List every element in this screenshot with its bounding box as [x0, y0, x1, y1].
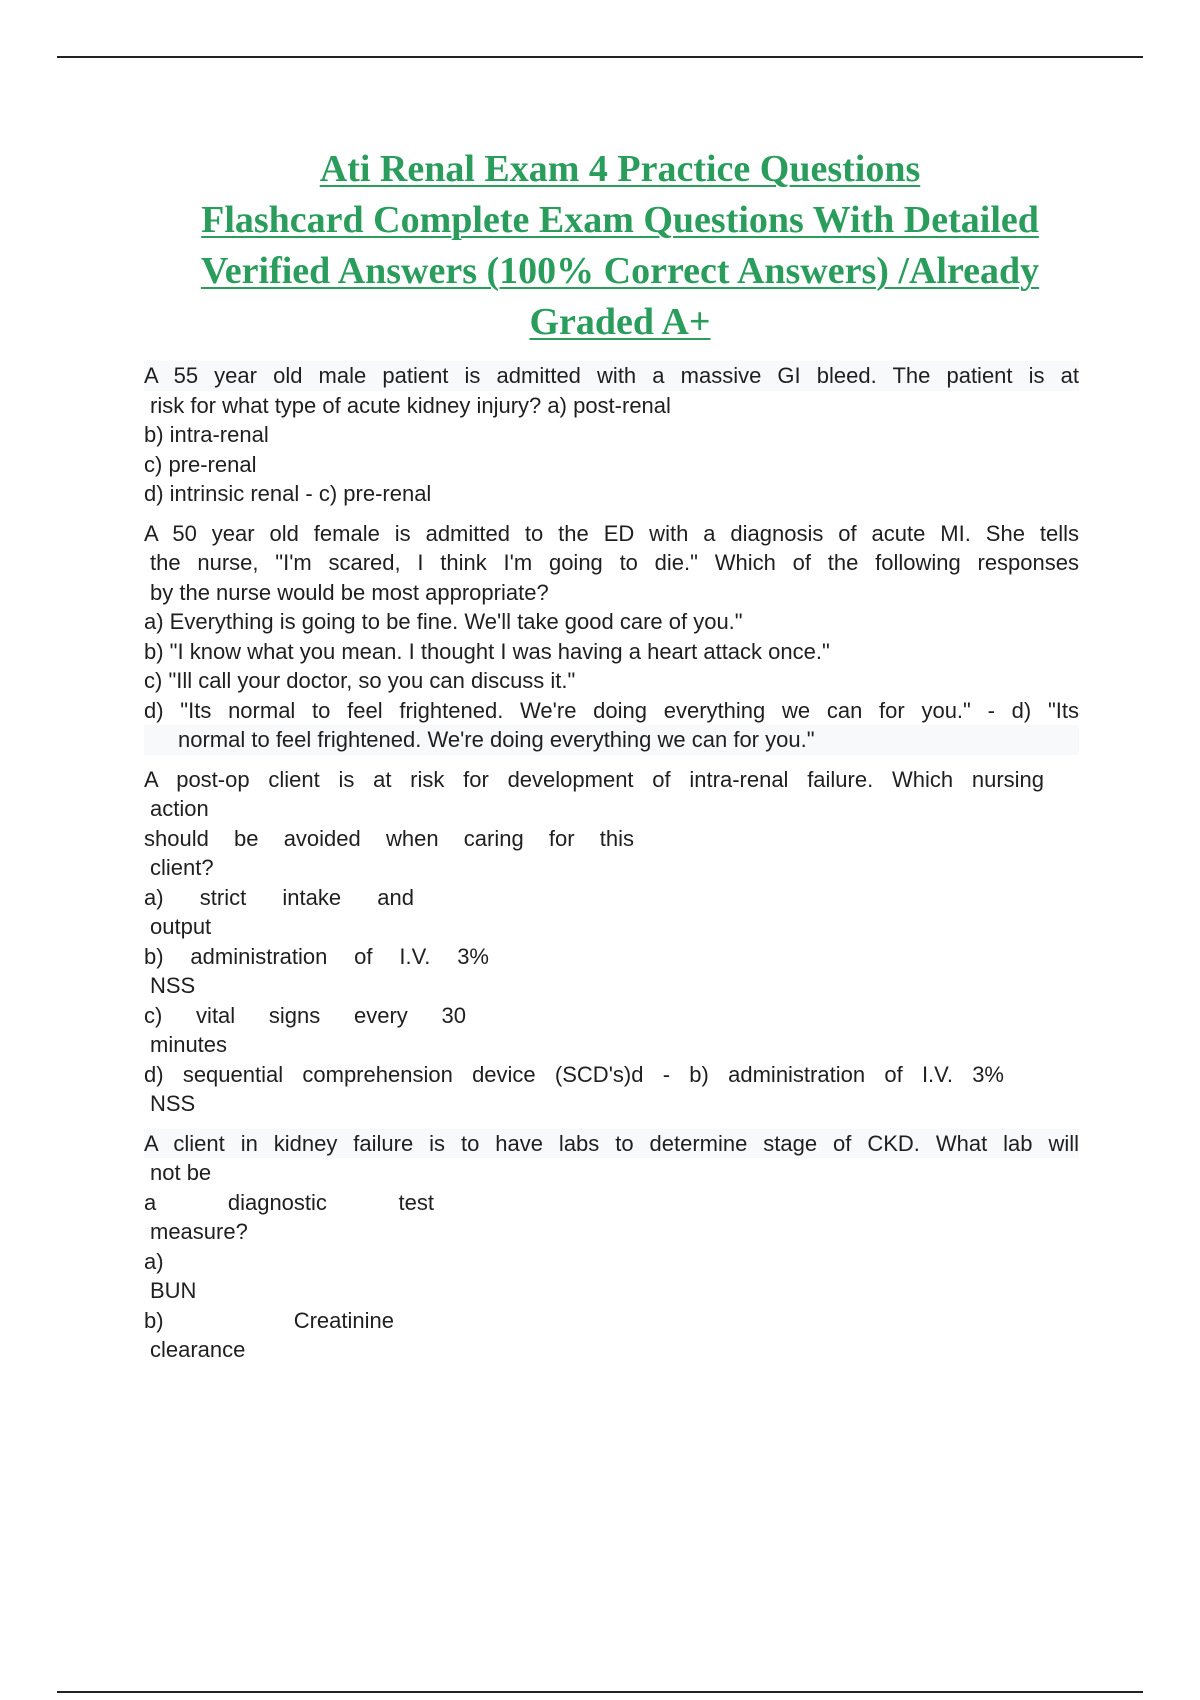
question-block [144, 519, 1079, 755]
option-line: d) sequential comprehension device (SCD's)d - b) administration of I.V. 3% [144, 1061, 1004, 1087]
question-line: risk for what type of acute kidney injury? a) post-renal [150, 392, 671, 418]
question-line: A 55 year old male patient is admitted with a massive GI bleed. The patient is at [144, 361, 1079, 391]
question-block [144, 361, 1079, 509]
option-line: a) Everything is going to be fine. We'll take good care of you." [144, 609, 743, 634]
question-block [144, 1129, 1079, 1365]
question-line: not be [150, 1160, 212, 1185]
top-rule [57, 56, 1143, 58]
question-list [144, 361, 1079, 1375]
option-line: b) administration of I.V. 3% [144, 943, 489, 969]
option-line: BUN [150, 1278, 197, 1303]
option-line: NSS [150, 973, 196, 998]
question-line: client? [150, 855, 214, 880]
option-line: a) [144, 1248, 164, 1274]
question-line: measure? [150, 1219, 248, 1244]
option-line: b) Creatinine [144, 1307, 394, 1333]
option-line: c) "Ill call your doctor, so you can discuss it." [144, 668, 576, 693]
option-line: normal to feel frightened. We're doing everything we can for you." [144, 725, 1079, 755]
question-block [144, 765, 1079, 1119]
question-line: should be avoided when caring for this [144, 825, 634, 851]
option-line: minutes [150, 1032, 228, 1057]
option-line: b) "I know what you mean. I thought I was having a heart attack once." [144, 638, 830, 664]
option-line: d) intrinsic renal - c) pre-renal [144, 481, 432, 506]
title-line: Flashcard Complete Exam Questions With Detailed [201, 199, 1039, 241]
question-line: A post-op client is at risk for development of intra-renal failure. Which nursing [144, 766, 1044, 792]
question-line: A client in kidney failure is to have labs to determine stage of CKD. What lab will [144, 1129, 1079, 1159]
option-line: output [150, 914, 212, 939]
question-line: a diagnostic test [144, 1189, 434, 1215]
option-line: NSS [150, 1091, 196, 1116]
question-line: the nurse, "I'm scared, I think I'm going to die." Which of the following responses [150, 550, 1079, 575]
option-line: d) "Its normal to feel frightened. We're doing everything we can for you." - d) "Its [144, 697, 1079, 723]
question-line: A 50 year old female is admitted to the ED with a diagnosis of acute MI. She tells [144, 520, 1079, 546]
question-line: by the nurse would be most appropriate? [150, 579, 549, 605]
title-line: Verified Answers (100% Correct Answers) /Already [200, 250, 1040, 292]
question-line: action [150, 796, 209, 821]
option-line: c) pre-renal [144, 451, 257, 477]
option-line: clearance [150, 1337, 246, 1362]
title-line: Ati Renal Exam 4 Practice Questions [319, 148, 921, 190]
title-line: Graded A+ [529, 301, 711, 343]
option-line: b) intra-renal [144, 422, 269, 447]
document-title [140, 144, 1100, 348]
bottom-rule [57, 1691, 1143, 1693]
option-line: a) strict intake and [144, 884, 414, 910]
option-line: c) vital signs every 30 [144, 1002, 466, 1028]
